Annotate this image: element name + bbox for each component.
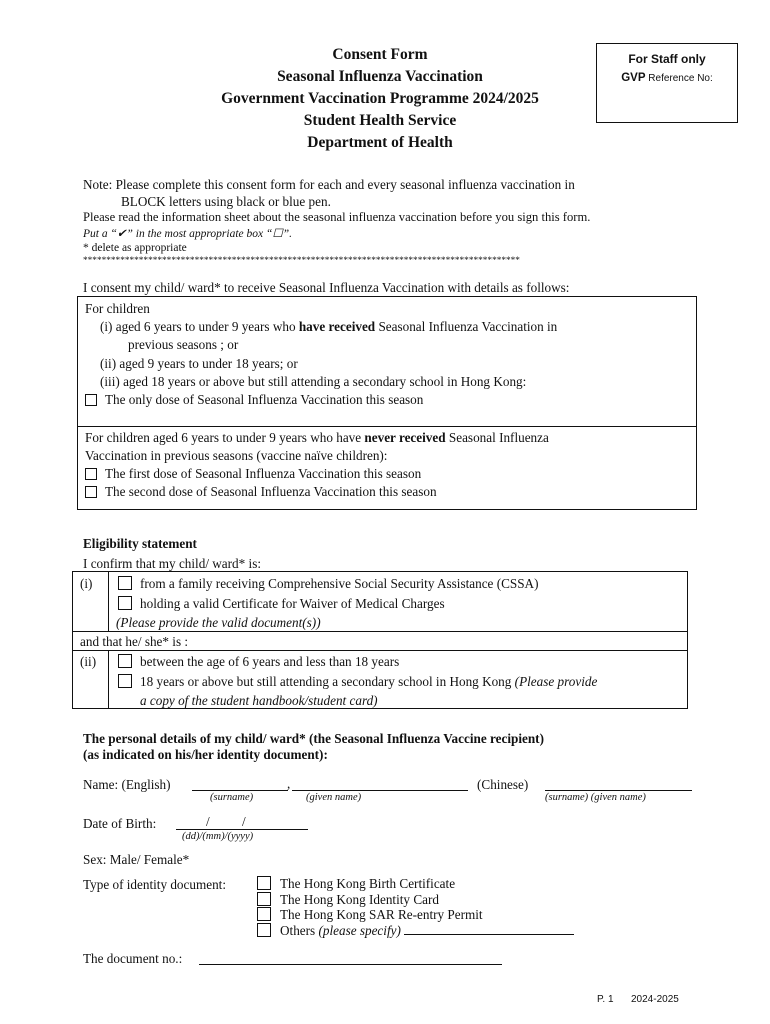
secondary-checkbox[interactable] bbox=[118, 674, 132, 688]
reentry-label: The Hong Kong SAR Re-entry Permit bbox=[280, 907, 483, 922]
second-dose-checkbox[interactable] bbox=[85, 486, 97, 498]
eligibility-confirm: I confirm that my child/ ward* is: bbox=[83, 556, 261, 571]
note-line-3: Please read the information sheet about the seasonal influenza vaccination before you sign this form. bbox=[83, 210, 591, 224]
birth-cert-checkbox[interactable] bbox=[257, 876, 271, 890]
consent-divider bbox=[77, 426, 697, 427]
form-title bbox=[150, 44, 610, 154]
dob-slash-2: / bbox=[242, 814, 246, 829]
doc-no-field[interactable] bbox=[199, 950, 502, 965]
eligibility-ii-label: (ii) bbox=[80, 654, 97, 669]
name-comma: , bbox=[287, 776, 291, 791]
staff-title: For Staff only bbox=[628, 52, 706, 66]
criteria-i bbox=[100, 318, 690, 336]
secondary-label: 18 years or above but still attending a secondary school in Hong Kong bbox=[140, 674, 512, 689]
others-checkbox[interactable] bbox=[257, 923, 271, 937]
birth-cert-label: The Hong Kong Birth Certificate bbox=[280, 876, 456, 891]
waiver-option bbox=[118, 595, 445, 613]
title-line: Consent Form bbox=[332, 46, 428, 63]
chinese-name-hint: (surname) (given name) bbox=[545, 792, 646, 803]
name-chinese-label: (Chinese) bbox=[477, 777, 529, 792]
given-name-hint: (given name) bbox=[306, 792, 362, 803]
id-card-checkbox[interactable] bbox=[257, 892, 271, 906]
reentry-checkbox[interactable] bbox=[257, 907, 271, 921]
surname-hint: (surname) bbox=[210, 792, 254, 803]
eligibility-heading: Eligibility statement bbox=[83, 536, 197, 551]
title-line: Student Health Service bbox=[303, 112, 457, 129]
id-option-id-card bbox=[257, 892, 574, 908]
dob-label: Date of Birth: bbox=[83, 816, 157, 831]
second-dose-option bbox=[85, 483, 437, 501]
only-dose-option bbox=[85, 391, 423, 409]
sex-label: Sex: Male/ Female* bbox=[83, 852, 190, 867]
note-line-2: BLOCK letters using black or blue pen. bbox=[121, 194, 331, 209]
id-type-label: Type of identity document: bbox=[83, 877, 227, 892]
age-label: between the age of 6 years and less than 18 years bbox=[140, 654, 400, 669]
never-text: For children aged 6 years to under 9 years who have bbox=[85, 430, 362, 445]
cssa-option bbox=[118, 575, 538, 593]
eligibility-col-divider-2 bbox=[108, 650, 109, 709]
dob-slash-1: / bbox=[206, 814, 210, 829]
only-dose-checkbox[interactable] bbox=[85, 394, 97, 406]
eligibility-col-divider-1 bbox=[108, 571, 109, 631]
id-option-others bbox=[257, 923, 574, 939]
others-specify-field[interactable] bbox=[404, 924, 574, 935]
id-type-options bbox=[257, 876, 574, 938]
criteria-i-cont: previous seasons ; or bbox=[128, 337, 239, 352]
gvp-ref-label: Reference No: bbox=[648, 73, 713, 84]
first-dose-checkbox[interactable] bbox=[85, 468, 97, 480]
and-that-label: and that he/ she* is : bbox=[80, 634, 189, 649]
note-line-4: Put a “✔” in the most appropriate box “☐”. bbox=[83, 228, 292, 240]
age-checkbox[interactable] bbox=[118, 654, 132, 668]
id-card-label: The Hong Kong Identity Card bbox=[280, 891, 439, 907]
criteria-iii: (iii) aged 18 years or above but still attending a secondary school in Hong Kong: bbox=[100, 374, 527, 389]
surname-field[interactable] bbox=[192, 776, 291, 791]
dob-hint: (dd)/(mm)/(yyyy) bbox=[182, 831, 254, 842]
gvp-label: GVP bbox=[621, 72, 646, 84]
first-dose-option bbox=[85, 465, 421, 483]
others-hint: (please specify) bbox=[318, 922, 401, 938]
criteria-ii: (ii) aged 9 years to under 18 years; or bbox=[100, 356, 298, 371]
page-number: P. 1 bbox=[597, 994, 614, 1005]
never-received-cont: Vaccination in previous seasons (vaccine naïve children): bbox=[85, 448, 388, 463]
second-dose-label: The second dose of Seasonal Influenza Vaccination this season bbox=[105, 484, 437, 499]
waiver-label: holding a valid Certificate for Waiver of Medical Charges bbox=[140, 596, 445, 611]
never-bold: never received bbox=[364, 430, 446, 445]
first-dose-label: The first dose of Seasonal Influenza Vaccination this season bbox=[105, 466, 422, 481]
id-option-reentry bbox=[257, 907, 574, 923]
secondary-provide: (Please provide bbox=[514, 674, 598, 689]
separator-stars: ********************************************************************************************** bbox=[83, 256, 520, 266]
criteria-i-text: (i) aged 6 years to under 9 years who bbox=[100, 319, 296, 334]
for-children-label: For children bbox=[85, 301, 150, 316]
cssa-label: from a family receiving Comprehensive Social Security Assistance (CSSA) bbox=[140, 576, 539, 591]
consent-intro: I consent my child/ ward* to receive Seasonal Influenza Vaccination with details as follows: bbox=[83, 280, 570, 295]
doc-no-label: The document no.: bbox=[83, 951, 183, 966]
secondary-provide-cont: a copy of the student handbook/student card) bbox=[140, 693, 378, 708]
title-line: Department of Health bbox=[307, 134, 453, 151]
personal-heading-2: (as indicated on his/her identity document): bbox=[83, 747, 328, 762]
title-line: Seasonal Influenza Vaccination bbox=[277, 68, 483, 85]
provide-docs-note: (Please provide the valid document(s)) bbox=[116, 615, 321, 630]
id-option-birth-cert bbox=[257, 876, 574, 892]
staff-only-box bbox=[596, 43, 738, 123]
gvp-reference bbox=[597, 72, 737, 84]
never-received-line bbox=[85, 429, 685, 447]
others-label: Others bbox=[280, 922, 316, 938]
name-english-label: Name: (English) bbox=[83, 777, 171, 792]
personal-heading-1: The personal details of my child/ ward* (the Seasonal Influenza Vaccine recipient) bbox=[83, 731, 544, 746]
waiver-checkbox[interactable] bbox=[118, 596, 132, 610]
note-line-5: * delete as appropriate bbox=[83, 242, 187, 254]
title-line: Government Vaccination Programme 2024/2025 bbox=[221, 90, 539, 107]
footer-year: 2024-2025 bbox=[631, 994, 679, 1005]
given-name-field[interactable] bbox=[292, 777, 468, 791]
secondary-option bbox=[118, 673, 597, 691]
cssa-checkbox[interactable] bbox=[118, 576, 132, 590]
chinese-name-field[interactable] bbox=[545, 777, 692, 791]
eligibility-i-label: (i) bbox=[80, 576, 93, 591]
only-dose-label: The only dose of Seasonal Influenza Vaccination this season bbox=[105, 392, 424, 407]
note-line-1: Note: Please complete this consent form for each and every seasonal influenza vaccination in bbox=[83, 177, 575, 192]
never-text-2: Seasonal Influenza bbox=[448, 430, 549, 445]
age-option bbox=[118, 653, 399, 671]
criteria-i-text-2: Seasonal Influenza Vaccination in bbox=[378, 319, 558, 334]
criteria-i-bold: have received bbox=[298, 319, 376, 334]
